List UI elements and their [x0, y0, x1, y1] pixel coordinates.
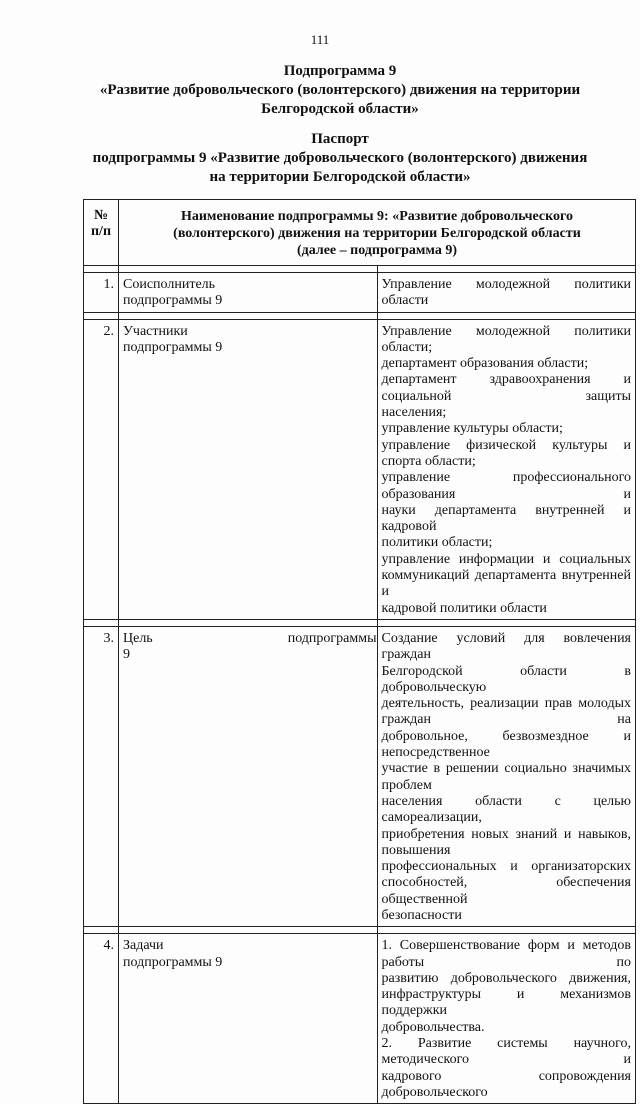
- row-name-line-1: Соисполнитель: [123, 277, 216, 292]
- table-row: [84, 319, 636, 619]
- row-number: 3.: [84, 626, 119, 926]
- row-value-line: управление профессионального образования и: [381, 470, 631, 502]
- row-value-line: добровольчества.: [381, 1019, 485, 1035]
- row-value-line: управление культуры области;: [381, 421, 563, 437]
- row-value: [377, 934, 636, 1104]
- header-num-line-1: №: [93, 208, 109, 223]
- table-row: [84, 626, 636, 926]
- row-name-line-2: подпрограммы 9: [123, 339, 223, 355]
- passport-line-2: подпрограммы 9 «Развитие добровольческого (волонтерского) движения: [92, 150, 588, 166]
- row-value-line: инфраструктуры и механизмов поддержки: [381, 987, 631, 1019]
- row-value-line: Создание условий для вовлечения граждан: [381, 630, 631, 663]
- row-name: [119, 319, 378, 619]
- row-value-line: деятельность, реализации прав молодых граждан на: [381, 696, 631, 728]
- row-name-line-1: Цель подпрограммы: [123, 630, 377, 646]
- row-value-line: профессиональных и организаторских: [381, 859, 631, 875]
- row-value-line: департамент здравоохранения и социальной защиты: [381, 372, 631, 404]
- row-number: 4.: [84, 934, 119, 1104]
- row-number: 2.: [84, 319, 119, 619]
- table-row: [84, 273, 636, 313]
- row-value-line: добровольное, безвозмездное и непосредственное: [381, 728, 631, 761]
- row-value-line: развитию добровольческого движения,: [381, 970, 631, 986]
- row-spacer: [84, 312, 636, 319]
- row-value-line: управление информации и социальных: [381, 551, 631, 567]
- passport-line-1: Паспорт: [311, 131, 369, 147]
- row-name-line-2: подпрограммы 9: [123, 954, 223, 970]
- row-name: [119, 273, 378, 313]
- row-name-line-2: подпрограммы 9: [123, 293, 223, 309]
- page-number: 111: [310, 32, 330, 47]
- header-name-line-1: Наименование подпрограммы 9: «Развитие добровольческого: [180, 209, 574, 224]
- row-value-line: населения области с целью самореализации,: [381, 793, 631, 826]
- header-name-cell: [119, 200, 636, 266]
- row-value-line: приобретения новых знаний и навыков, повышения: [381, 826, 631, 858]
- row-value-line: безопасности: [381, 907, 462, 923]
- row-value-line: способностей, обеспечения общественной: [381, 875, 631, 907]
- passport-heading: [40, 130, 640, 187]
- row-number: 1.: [84, 273, 119, 313]
- header-num-line-2: п/п: [90, 224, 112, 240]
- row-value-line: науки департамента внутренней и кадровой: [381, 502, 631, 535]
- row-value-line: Управление молодежной политики области: [381, 277, 631, 309]
- header-name-line-2: (волонтерского) движения на территории Белгородской области: [173, 226, 581, 241]
- heading-line-3: Белгородской области»: [261, 101, 419, 117]
- passport-table: [83, 199, 636, 1104]
- row-name-line-1: Участники: [123, 323, 188, 339]
- subprogram-heading: [40, 62, 640, 119]
- row-value-line: коммуникаций департамента внутренней и: [381, 568, 631, 600]
- heading-line-2: «Развитие добровольческого (волонтерского) движения на территории: [99, 82, 581, 98]
- row-value-line: кадрового сопровождения добровольческого: [381, 1068, 631, 1100]
- row-name: [119, 626, 378, 926]
- row-name-line-1: Задачи: [123, 938, 164, 954]
- row-value-line: управление физической культуры и спорта области;: [381, 437, 631, 469]
- table-header-row: [84, 200, 636, 266]
- passport-line-3: на территории Белгородской области»: [209, 169, 471, 185]
- row-value-line: Управление молодежной политики области;: [381, 323, 631, 355]
- header-name-line-3: (далее – подпрограмма 9): [296, 243, 458, 258]
- header-number-cell: [84, 200, 119, 266]
- row-value-line: департамент образования области;: [381, 356, 589, 372]
- row-value-line: Белгородской области в добровольческую: [381, 663, 631, 695]
- heading-line-1: Подпрограмма 9: [283, 63, 397, 79]
- row-spacer: [84, 266, 636, 273]
- row-value-line: населения;: [381, 405, 447, 421]
- row-spacer: [84, 619, 636, 626]
- row-name-line-2: 9: [123, 647, 130, 663]
- row-value-line: 2. Развитие системы научного, методического и: [381, 1036, 631, 1068]
- row-value: [377, 273, 636, 313]
- row-value-line: политики области;: [381, 535, 493, 551]
- row-spacer: [84, 927, 636, 934]
- row-value: [377, 319, 636, 619]
- table-row: [84, 934, 636, 1104]
- row-name: [119, 934, 378, 1104]
- row-value-line: участие в решении социально значимых проблем: [381, 761, 631, 793]
- row-value-line: 1. Совершенствование форм и методов работы по: [381, 938, 631, 970]
- row-value: [377, 626, 636, 926]
- row-value-line: кадровой политики области: [381, 600, 547, 616]
